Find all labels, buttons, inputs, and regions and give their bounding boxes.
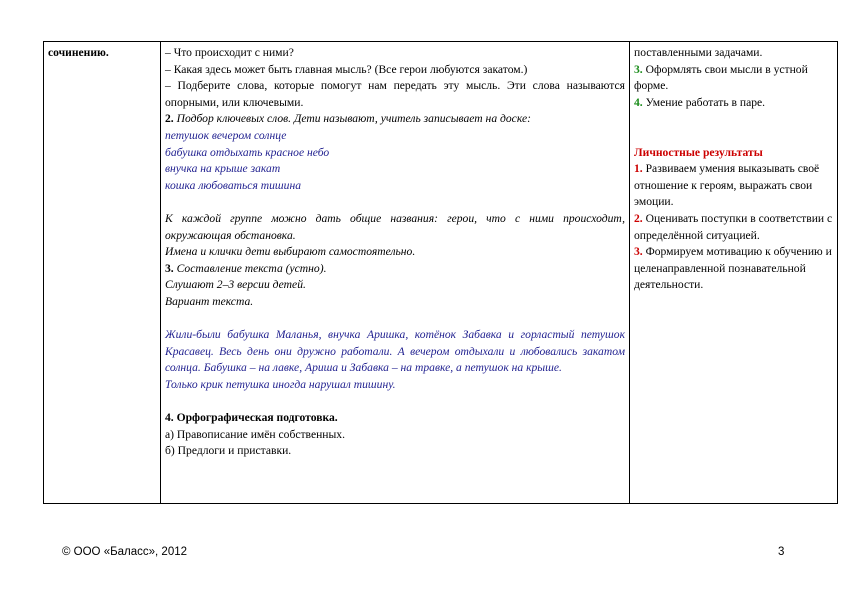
personal-item-3 bbox=[634, 244, 833, 294]
spacer bbox=[165, 194, 625, 211]
personal-number: 3. bbox=[634, 245, 643, 259]
step-4a: а) Правописание имён собственных. bbox=[165, 427, 345, 441]
copyright-footer: © ООО «Баласс», 2012 bbox=[62, 546, 188, 558]
results-cell bbox=[630, 42, 838, 504]
listen-note: Слушают 2–3 версии детей. bbox=[165, 278, 306, 292]
step-2-number: 2. bbox=[165, 112, 174, 126]
step-3-number: 3. bbox=[165, 261, 174, 275]
activity-cell bbox=[161, 42, 630, 504]
step-3 bbox=[165, 261, 625, 278]
personal-results-heading: Личностные результаты bbox=[634, 145, 763, 159]
story-ending: Только крик петушка иногда нарушал тишину. bbox=[165, 377, 396, 391]
story-text: Жили-были бабушка Маланья, внучка Аришка, котёнок Забавка и горластый петушок Красавец. Весь день они дружно работали. А вечером отдыхали и любовались закатом солнца. Бабушка – на лавке, Ариша и Забавка – на травке, а петушок на крыше. bbox=[165, 328, 625, 375]
question-2: – Какая здесь может быть главная мысль? (Все герои любуются закатом.) bbox=[165, 62, 528, 76]
step-3-text: Составление текста (устно). bbox=[173, 261, 327, 275]
personal-text: Развиваем умения выказывать своё отношение к героям, выражать свои эмоции. bbox=[634, 162, 820, 209]
step-4b: б) Предлоги и приставки. bbox=[165, 444, 292, 458]
names-note: Имена и клички дети выбирают самостоятельно. bbox=[165, 245, 416, 259]
personal-item-1 bbox=[634, 161, 833, 211]
spacer bbox=[165, 311, 625, 328]
question-3: – Подберите слова, которые помогут нам передать эту мысль. Эти слова называются опорными, или ключевыми. bbox=[165, 79, 625, 109]
keyword-line: кошка любоваться тишина bbox=[165, 178, 302, 192]
keyword-line: внучка на крыше закат bbox=[165, 162, 281, 176]
result-text: Умение работать в паре. bbox=[642, 95, 766, 109]
step-4-heading: 4. Орфографическая подготовка. bbox=[165, 411, 338, 425]
step-2 bbox=[165, 111, 625, 128]
result-text: Оформлять свои мысли в устной форме. bbox=[634, 62, 808, 93]
variant-label: Вариант текста. bbox=[165, 294, 254, 308]
group-note: К каждой группе можно дать общие названия: герои, что с ними происходит, окружающая обстановка. bbox=[165, 211, 625, 242]
result-item-3 bbox=[634, 62, 833, 95]
spacer bbox=[634, 111, 833, 128]
result-item-4 bbox=[634, 95, 833, 112]
personal-text: Оценивать поступки в соответствии с определённой ситуацией. bbox=[634, 211, 833, 242]
personal-number: 1. bbox=[634, 162, 643, 176]
spacer bbox=[165, 393, 625, 410]
stage-label: сочинению. bbox=[48, 46, 109, 59]
result-number: 4. bbox=[634, 95, 643, 109]
results-continuation: поставленными задачами. bbox=[634, 46, 763, 59]
table-row bbox=[44, 42, 838, 504]
personal-number: 2. bbox=[634, 211, 643, 225]
page-number: 3 bbox=[778, 546, 785, 558]
keyword-line: петушок вечером солнце bbox=[165, 128, 287, 142]
stage-cell bbox=[44, 42, 161, 504]
keyword-line: бабушка отдыхать красное небо bbox=[165, 145, 330, 159]
spacer bbox=[634, 128, 833, 145]
personal-text: Формируем мотивацию к обучению и целенаправленной познавательной деятельности. bbox=[634, 245, 832, 292]
lesson-table bbox=[43, 41, 838, 504]
personal-item-2 bbox=[634, 211, 833, 244]
step-2-text: Подбор ключевых слов. Дети называют, учитель записывает на доске: bbox=[173, 112, 531, 126]
result-number: 3. bbox=[634, 62, 643, 76]
question-1: – Что происходит с ними? bbox=[165, 46, 294, 59]
